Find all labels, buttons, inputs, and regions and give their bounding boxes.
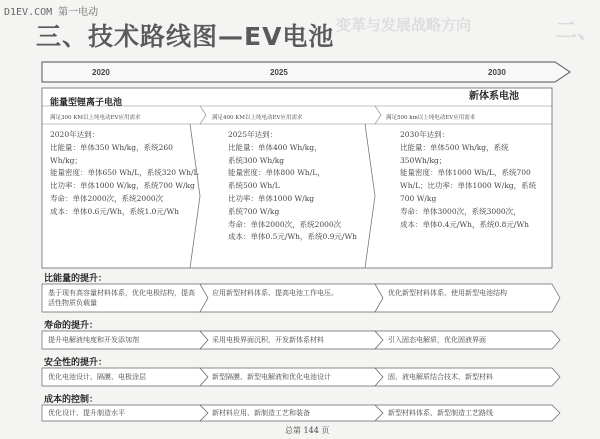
- page-title: 三、技术路线图—EV电池: [36, 22, 335, 51]
- year-2020: 2020: [92, 68, 110, 77]
- lifetime-cell-2030: 引入固态电解质，优化固液界面: [388, 336, 486, 344]
- cost-cell-2025: 新材料应用、新制造工艺和装备: [212, 409, 310, 417]
- safety-cell-2025: 新型隔膜、新型电解液和优化电池设计: [212, 373, 331, 381]
- faded-heading-center: 变革与发展战略方向: [336, 16, 472, 34]
- page-number: 总第 144 页: [285, 426, 330, 435]
- energy-cell-2030: 优化新型材料体系，使用新型电池结构: [388, 289, 507, 297]
- section-title-energy-type: 能量型锂离子电池: [50, 98, 123, 108]
- requirement-2020: 满足300 KM以上纯电动EV应用需求: [50, 115, 141, 121]
- energy-cell-2020: 基于现有高容量材料体系，优化电极结构，提高活性物质负载量: [48, 289, 195, 307]
- section-title-cost: 成本的控制：: [44, 395, 99, 405]
- cost-cell-2020: 优化设计、提升制造水平: [48, 409, 125, 417]
- safety-cell-2030: 固、液电解质结合技术、新型材料: [388, 373, 493, 381]
- energy-cell-2025: 应用新型材料体系、提高电池工作电压。: [212, 289, 338, 297]
- year-2025: 2025: [270, 68, 288, 77]
- requirement-2030: 满足500 km以上纯电动EV应用需求: [386, 115, 476, 121]
- lifetime-cell-2025: 采用电极界面沉积，开发新体系材料: [212, 336, 324, 344]
- year-2030: 2030: [488, 68, 506, 77]
- section-title-safety: 安全性的提升：: [44, 358, 108, 368]
- cost-cell-2030: 新型材料体系、新型制造工艺路线: [388, 409, 493, 417]
- section-title-energy: 比能量的提升：: [44, 274, 108, 284]
- requirement-2025: 满足400 KM以上纯电动EV应用需求: [212, 115, 303, 121]
- section-title-lifetime: 寿命的提升：: [44, 321, 99, 331]
- watermark: D1EV.COM 第一电动: [4, 7, 99, 18]
- new-system-battery-label: 新体系电池: [469, 91, 519, 102]
- target-2025: 2025年达到： 比能量：单体400 Wh/kg， 系统300 Wh/kg 能量密度：单体800 Wh/L， 系统500 Wh/L 比功率：单体1000 W/kg 系统700 W/kg 寿命：单体2000次，系统2000次 成本：单体0.5元/Wh，系统0.9元/Wh: [228, 130, 357, 242]
- safety-cell-2020: 优化电池设计、隔膜、电极涂层: [48, 373, 146, 381]
- faded-heading-right: 二、: [555, 19, 600, 44]
- lifetime-cell-2020: 提升电解液纯度和开发添加剂: [48, 336, 139, 344]
- target-2020: 2020年达到： 比能量：单体350 Wh/kg，系统260 Wh/kg； 能量密度：单体650 Wh/L，系统320 Wh/L 比功率：单体1000 W/kg，系统700 W/kg 寿命：单体2000次，系统2000次 成本：单体0.6元/Wh，系统1.0元/Wh: [50, 130, 199, 216]
- target-2030: 2030年达到： 比能量：单体500 Wh/kg，系统350Wh/kg； 能量密度：单体1000 Wh/L，系统700 Wh/L；比功率：单体1000 W/kg，系统700 W/kg 寿命：单体3000次，系统3000次， 成本：单体0.4元/Wh，系统0.8元/Wh: [400, 130, 537, 229]
